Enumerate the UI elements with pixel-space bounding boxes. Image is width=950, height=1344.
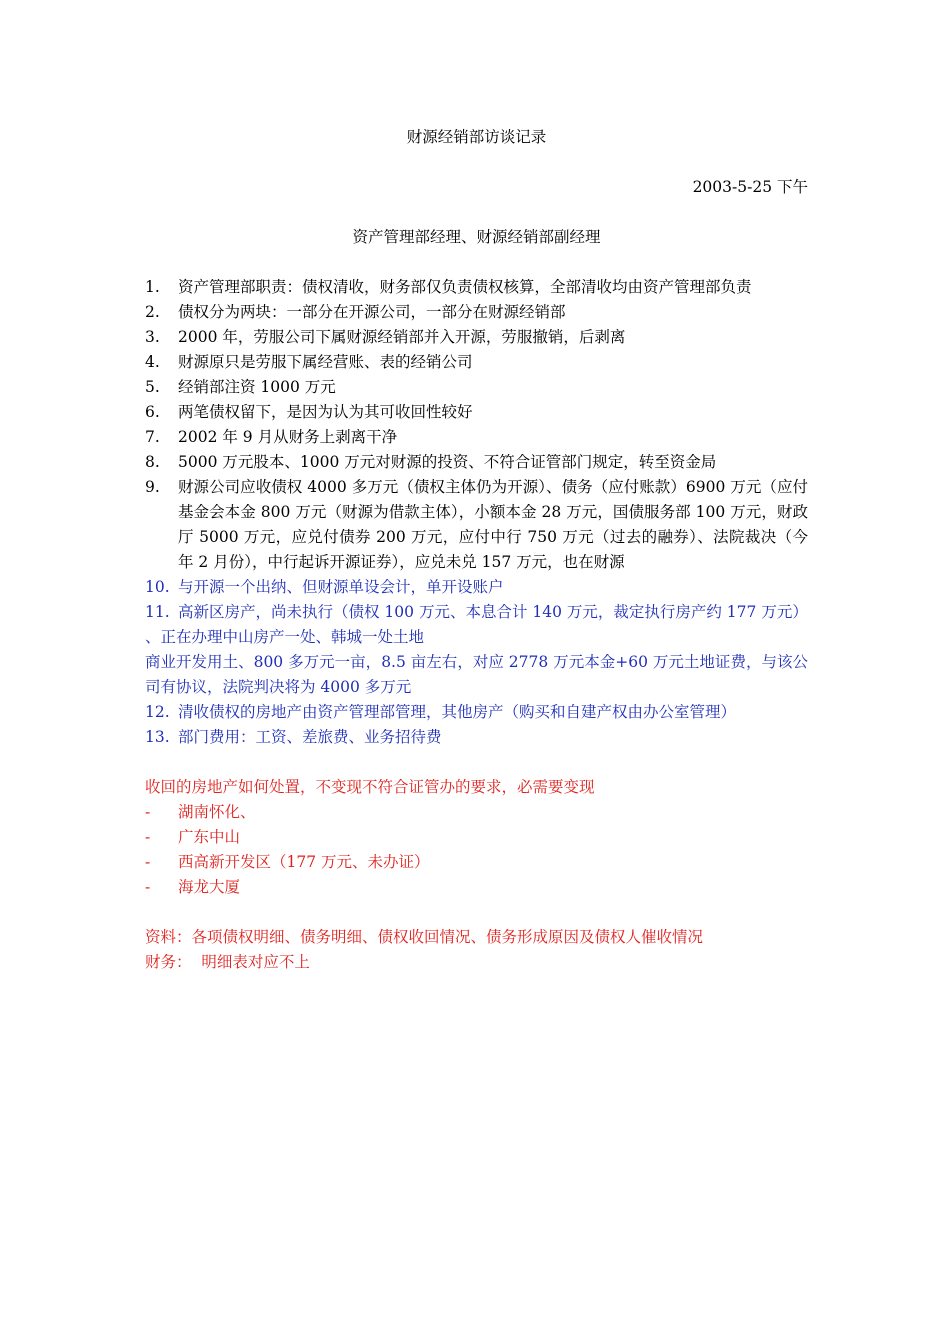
attendees-line: 资产管理部经理、财源经销部副经理: [352, 228, 601, 246]
note-line: 商业开发用土、800 多万元一亩，8.5 亩左右，对应 2778 万元本金+60 万元土地证费，与该公司有协议，法院判决将为 4000 多万元: [145, 653, 808, 696]
item-text: 湖南怀化、: [178, 803, 256, 821]
item-number: 4.: [145, 353, 160, 371]
list-item: [145, 800, 808, 825]
materials-line: 资料：各项债权明细、债务明细、债权收回情况、债务形成原因及债权人催收情况: [145, 928, 704, 946]
note-line: 、正在办理中山房产一处、韩城一处土地: [145, 628, 425, 646]
item-text: 两笔债权留下，是因为认为其可收回性较好: [178, 403, 473, 421]
item-text: 经销部注资 1000 万元: [178, 378, 336, 396]
finance-line: 财务： 明细表对应不上: [145, 953, 310, 971]
item-text: 广东中山: [178, 828, 241, 846]
item-text: 2000 年，劳服公司下属财源经销部并入开源，劳服撤销，后剥离: [178, 328, 626, 346]
bullet-dash: -: [145, 878, 151, 896]
item-number: 10.: [145, 578, 170, 596]
list-item: [145, 825, 808, 850]
item-text: 部门费用：工资、差旅费、业务招待费: [178, 728, 442, 746]
list-item: [145, 700, 808, 725]
list-item: [145, 725, 808, 750]
red-heading: 收回的房地产如何处置，不变现不符合证管办的要求，必需要变现: [145, 778, 595, 796]
list-item: [145, 275, 808, 300]
list-item: [145, 425, 808, 450]
list-item: [145, 450, 808, 475]
item-number: 13.: [145, 728, 170, 746]
item-text: 财源公司应收债权 4000 多万元（债权主体仍为开源）、债务（应付账款）6900 万元（应付基金会本金 800 万元（财源为借款主体），小额本金 28 万元，国债服务部 100 万元，财政厅 5000 万元，应兑付债券 200 万元，应付中行 750 万元（过去的融券）、法院裁决（今年 2 月份），中行起诉开源证券），应兑未兑 157 万元，也在财源: [178, 478, 808, 571]
list-item: [145, 600, 808, 625]
list-item: [145, 325, 808, 350]
item-number: 7.: [145, 428, 160, 446]
list-item: [145, 875, 808, 900]
list-item: [145, 375, 808, 400]
item-number: 11.: [145, 603, 170, 621]
item-number: 1.: [145, 278, 160, 296]
list-item: [145, 575, 808, 600]
bullet-dash: -: [145, 828, 151, 846]
item-text: 2002 年 9 月从财务上剥离干净: [178, 428, 398, 446]
spacer: [145, 750, 808, 775]
item-text: 财源原只是劳服下属经营账、表的经销公司: [178, 353, 473, 371]
item-number: 9.: [145, 478, 160, 496]
document-body: [145, 275, 808, 975]
item-number: 8.: [145, 453, 160, 471]
item-number: 12.: [145, 703, 170, 721]
item-text: 清收债权的房地产由资产管理部管理，其他房产（购买和自建产权由办公室管理）: [178, 703, 737, 721]
item-text: 与开源一个出纳、但财源单设会计，单开设账户: [178, 578, 504, 596]
list-item: [145, 850, 808, 875]
item-text: 西高新开发区（177 万元、未办证）: [178, 853, 430, 871]
item-number: 3.: [145, 328, 160, 346]
item-text: 5000 万元股本、1000 万元对财源的投资、不符合证管部门规定，转至资金局: [178, 453, 717, 471]
document-date: 2003-5-25 下午: [692, 178, 808, 196]
item-text: 资产管理部职责：债权清收，财务部仅负责债权核算，全部清收均由资产管理部负责: [178, 278, 752, 296]
item-number: 2.: [145, 303, 160, 321]
list-item: [145, 300, 808, 325]
list-item: [145, 350, 808, 375]
item-number: 6.: [145, 403, 160, 421]
list-item: [145, 400, 808, 425]
item-number: 5.: [145, 378, 160, 396]
document-title: 财源经销部访谈记录: [406, 128, 547, 146]
bullet-dash: -: [145, 853, 151, 871]
item-text: 海龙大厦: [178, 878, 241, 896]
bullet-dash: -: [145, 803, 151, 821]
item-text: 债权分为两块：一部分在开源公司，一部分在财源经销部: [178, 303, 566, 321]
item-text: 高新区房产，尚未执行（债权 100 万元、本息合计 140 万元，裁定执行房产约 177 万元）: [178, 603, 808, 621]
list-item: [145, 475, 808, 575]
spacer: [145, 900, 808, 925]
